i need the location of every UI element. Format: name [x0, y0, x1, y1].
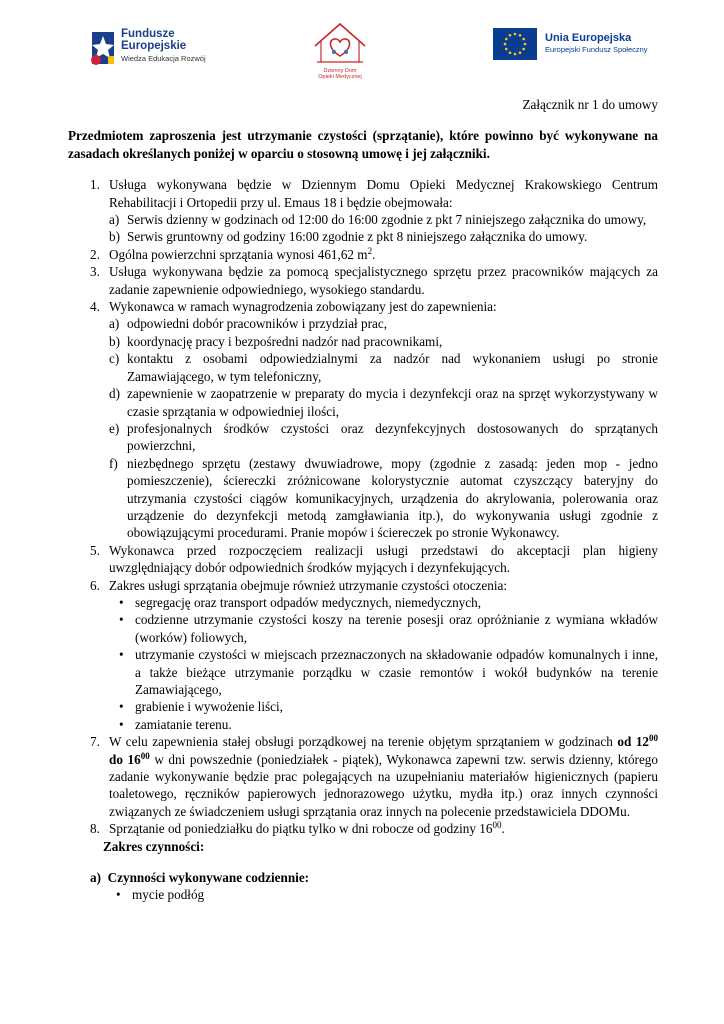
bullet-icon: • [119, 699, 124, 715]
sub-item [109, 350, 658, 385]
fe-star-icon [88, 28, 118, 68]
sub-text: kontaktu z osobami odpowiedzialnymi za nadzór nad wykonaniem usługi po stronie Zamawiającego, w tym telefoniczny, [127, 351, 658, 384]
item-text: Ogólna powierzchni sprzątania wynosi 461,62 m [109, 246, 368, 262]
ddom-line2: Opieki Medycznej [318, 74, 362, 80]
item-number: 3. [90, 264, 100, 280]
superscript: 00 [649, 733, 659, 744]
bullet-item [109, 594, 658, 611]
bullet-item [109, 698, 658, 715]
fe-line1: Fundusze [121, 28, 175, 40]
sub-list [68, 315, 658, 541]
ddom-logo [305, 18, 375, 86]
house-heart-icon [305, 18, 375, 68]
sub-letter: e) [109, 420, 120, 436]
sub-item [109, 211, 658, 228]
bullet-item [109, 646, 658, 698]
item-text: Zakres usługi sprzątania obejmuje również utrzymanie czystości otoczenia: [109, 577, 508, 593]
sub-text: profesjonalnych środków czystości oraz dezynfekcyjnych dostosowanych do sprzątanych powierzchni, [127, 420, 658, 454]
section-text: Czynności wykonywane codziennie: [107, 870, 310, 886]
bullet-icon: • [119, 594, 124, 610]
sub-text: Serwis dzienny w godzinach od 12:00 do 16:00 zgodnie z pkt 7 niniejszego załącznika do umowy, [127, 212, 647, 228]
sub-item [109, 385, 658, 420]
sub-item [109, 420, 658, 455]
hours-start: od 12 [617, 734, 650, 750]
item-end: . [501, 821, 505, 837]
fe-line2: Europejskie [121, 40, 187, 52]
sub-letter: f) [109, 455, 118, 471]
item-text: W celu zapewnienia stałej obsługi porządkowej na terenie objętym sprzątaniem w godzinach [109, 734, 613, 750]
bullet-text: zamiatanie terenu. [135, 716, 232, 732]
item-text-cont: w dni powszednie (poniedziałek - piątek), Wykonawca zapewni tzw. serwis dzienny, którego zadanie wykonywanie będzie prac polegających na uzupełnianiu materiałów higienicznych (papieru toaletowego, ręczników papierowych jednorazowego użytku, mydła itp.) oraz innych czynności związanych ze świadczeniem usługi sprzątania oraz innych na polecenie przedstawiciela DDOMu. [109, 751, 658, 819]
bullet-item [109, 716, 658, 733]
item-number: 5. [90, 542, 100, 558]
list-item [90, 542, 658, 577]
daily-bullet-list [106, 886, 658, 903]
sub-letter: a) [109, 316, 120, 332]
attachment-label: Załącznik nr 1 do umowy [522, 97, 658, 112]
ue-line2: Europejski Fundusz Społeczny [545, 45, 648, 54]
list-item [90, 263, 658, 298]
sub-item [109, 315, 658, 332]
superscript: 2 [367, 245, 373, 256]
bullet-text: codzienne utrzymanie czystości koszy na terenie posesji oraz opróżnianie z wymiana wkładów (worków) foliowych, [135, 612, 658, 645]
item-number: 6. [90, 577, 100, 593]
list-item [90, 176, 658, 246]
ue-line1: Unia Europejska [545, 32, 632, 44]
item-number: 2. [90, 246, 100, 262]
sub-item [109, 333, 658, 350]
sub-letter: c) [109, 351, 120, 367]
item-number: 1. [90, 177, 100, 193]
bullet-icon: • [119, 716, 124, 732]
bullet-text: grabienie i wywożenie liści, [135, 699, 283, 715]
scope-title: Zakres czynności: [103, 838, 205, 854]
requirements-list [68, 176, 658, 837]
superscript: 00 [492, 820, 502, 831]
superscript: 00 [140, 750, 150, 761]
lead-paragraph: Przedmiotem zaproszenia jest utrzymanie czystości (sprzątanie), które powinno być wykonywane na zasadach określanych poniżej w oparciu o stosowną umowę i jej załączniki. [68, 128, 658, 161]
daily-section-title [90, 869, 658, 886]
fundusze-europejskie-logo [88, 26, 218, 70]
bullet-item [109, 611, 658, 646]
bullet-text: utrzymanie czystości w miejscach przeznaczonych na składowanie odpadów komunalnych i inne, a także bieżące utrzymanie porządku w czasie remontów i wokół budynków na terenie Zamawiającego, [135, 647, 658, 697]
item-number: 4. [90, 299, 100, 315]
sub-letter: a) [109, 212, 120, 228]
list-item [90, 245, 658, 263]
ddom-line1: Dzienny Dom [323, 68, 357, 74]
sub-letter: b) [109, 229, 120, 245]
sub-letter: b) [109, 333, 120, 349]
sub-text: niezbędnego sprzętu (zestawy dwuwiadrowe, mopy (zgodnie z zasadą: jeden mop - jedno pomieszczenie), ściereczki zróżnicowane kolorystycznie automat czyszczący bateryjny do utrzymania czystości ciągów komunikacyjnych, urządzenia do akrylowania, polerowania oraz urządzenie do dezynfekcji metodą zamgławiania itp.), do wykonywania usługi zgodnie z obowiązującymi procedurami. Pranie mopów i ściereczek po stronie Wykonawcy. [127, 455, 658, 541]
sub-item [109, 228, 658, 245]
document-body [68, 96, 658, 904]
bullet-text: mycie podłóg [132, 887, 205, 903]
fe-line3: Wiedza Edukacja Rozwój [121, 54, 206, 63]
section-letter: a) [90, 870, 101, 886]
item-number: 8. [90, 821, 100, 837]
list-item [90, 298, 658, 542]
unia-europejska-logo [493, 26, 648, 66]
sub-item [109, 455, 658, 542]
item-text: Wykonawca w ramach wynagrodzenia zobowiązany jest do zapewnienia: [109, 299, 497, 315]
hours-end: do 16 [109, 751, 141, 767]
item-text: Usługa wykonywana będzie za pomocą specjalistycznego sprzętu przez pracowników mających za zadanie zapewnienie odpowiedniego, wysokiego standardu. [109, 264, 658, 297]
sub-text: odpowiedni dobór pracowników i przydział prac, [127, 316, 388, 332]
item-end: . [372, 246, 376, 262]
bullet-item [106, 886, 658, 903]
bullet-text: segregację oraz transport odpadów medycznych, niemedycznych, [135, 594, 482, 610]
logo-bar [0, 18, 724, 88]
item-text: Usługa wykonywana będzie w Dziennym Domu Opieki Medycznej Krakowskiego Centrum Rehabilitacji i Ortopedii przy ul. Emaus 18 i będzie obejmowała: [109, 177, 658, 210]
sub-list [109, 211, 658, 246]
list-item [90, 577, 658, 734]
bullet-list [109, 594, 658, 733]
eu-flag-icon [493, 28, 537, 60]
item-text: Wykonawca przed rozpoczęciem realizacji usługi przedstawi do akceptacji plan higieny uwzględniający dobór odpowiednich środków myjących i dezynfekujących. [109, 542, 658, 576]
sub-text: zapewnienie w zaopatrzenie w preparaty do mycia i dezynfekcji oraz na sprzęt wykorzystywany w czasie sprzątania w odpowiedniej ilości, [127, 386, 658, 419]
bullet-icon: • [119, 612, 124, 628]
sub-letter: d) [109, 386, 120, 402]
bullet-icon: • [116, 887, 121, 903]
item-text: Sprzątanie od poniedziałku do piątku tylko w dni robocze od godziny 16 [109, 821, 493, 837]
sub-text: koordynację pracy i bezpośredni nadzór nad pracownikami, [127, 333, 443, 349]
item-number: 7. [90, 734, 100, 750]
list-item [90, 820, 658, 837]
bullet-icon: • [119, 647, 124, 663]
sub-text: Serwis gruntowny od godziny 16:00 zgodnie z pkt 8 niniejszego załącznika do umowy. [127, 229, 588, 245]
list-item [90, 733, 659, 820]
